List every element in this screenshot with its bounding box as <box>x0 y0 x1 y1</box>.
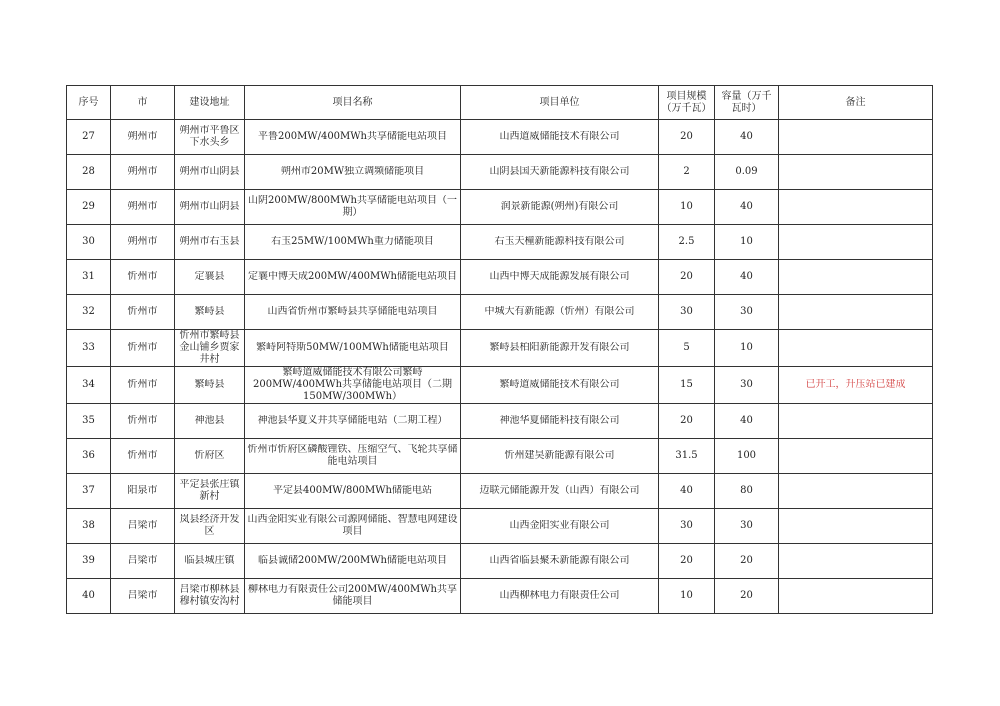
cell-city-text: 阳泉市 <box>127 485 158 496</box>
table-row <box>67 260 933 295</box>
cell-no <box>67 474 111 509</box>
cell-capacity-text: 80 <box>740 485 753 496</box>
cell-no <box>67 509 111 544</box>
table-row <box>67 579 933 614</box>
cell-project-unit <box>461 155 659 190</box>
cell-project-unit <box>461 120 659 155</box>
cell-capacity <box>715 295 779 330</box>
cell-project-name-text: 繁峙阿特斯50MW/100MWh储能电站项目 <box>256 342 449 353</box>
cell-project-name <box>245 367 461 404</box>
cell-address <box>175 509 245 544</box>
cell-capacity-text: 10 <box>740 342 753 353</box>
cell-note <box>779 439 933 474</box>
cell-project-name <box>245 260 461 295</box>
cell-city-text: 朔州市 <box>127 131 158 142</box>
cell-project-name-text: 朔州市20MW独立调频储能项目 <box>280 166 425 177</box>
cell-scale-text: 40 <box>680 485 693 496</box>
cell-city <box>111 544 175 579</box>
cell-address <box>175 190 245 225</box>
cell-project-name <box>245 155 461 190</box>
cell-project-name <box>245 120 461 155</box>
header-capacity: 容量（万千瓦时） <box>715 86 779 120</box>
cell-no-text: 30 <box>82 236 95 247</box>
cell-city <box>111 260 175 295</box>
cell-city-text: 忻州市 <box>127 306 158 317</box>
cell-project-name-text: 繁峙道威储能技术有限公司繁峙200MW/400MWh共享储能电站项目（二期150MW/300MWh） <box>252 367 453 402</box>
cell-note <box>779 260 933 295</box>
cell-project-unit-text: 山阴县国天新能源科技有限公司 <box>489 166 630 177</box>
cell-city <box>111 330 175 367</box>
cell-project-unit-text: 山西柳林电力有限责任公司 <box>499 590 620 601</box>
cell-note <box>779 579 933 614</box>
cell-capacity-text: 30 <box>740 379 753 390</box>
cell-no <box>67 439 111 474</box>
cell-address <box>175 225 245 260</box>
cell-scale <box>659 509 715 544</box>
cell-project-unit <box>461 509 659 544</box>
table-row <box>67 330 933 367</box>
cell-note <box>779 474 933 509</box>
cell-no <box>67 225 111 260</box>
cell-capacity-text: 20 <box>740 555 753 566</box>
cell-address-text: 朔州市平鲁区下水头乡 <box>179 125 240 148</box>
cell-no-text: 39 <box>82 555 95 566</box>
cell-scale <box>659 295 715 330</box>
cell-project-name-text: 柳林电力有限责任公司200MW/400MWh共享储能项目 <box>247 584 458 607</box>
cell-note-text: 已开工，升压站已建成 <box>805 379 906 390</box>
table-row <box>67 404 933 439</box>
cell-capacity <box>715 330 779 367</box>
cell-capacity <box>715 155 779 190</box>
header-address: 建设地址 <box>175 86 245 120</box>
cell-note <box>779 120 933 155</box>
cell-capacity <box>715 509 779 544</box>
cell-no-text: 29 <box>82 201 95 212</box>
cell-address-text: 定襄县 <box>194 271 225 282</box>
cell-address <box>175 439 245 474</box>
cell-no <box>67 367 111 404</box>
cell-address <box>175 474 245 509</box>
cell-address-text: 朔州市山阴县 <box>179 166 240 177</box>
cell-city-text: 朔州市 <box>127 236 158 247</box>
cell-no-text: 31 <box>82 271 95 282</box>
header-no: 序号 <box>67 86 111 120</box>
cell-no-text: 40 <box>82 590 95 601</box>
cell-scale-text: 2.5 <box>678 236 695 247</box>
header-note: 备注 <box>779 86 933 120</box>
cell-address-text: 朔州市右玉县 <box>179 236 240 247</box>
cell-address <box>175 544 245 579</box>
cell-capacity-text: 40 <box>740 415 753 426</box>
cell-project-unit <box>461 474 659 509</box>
cell-city <box>111 579 175 614</box>
cell-scale-text: 20 <box>680 271 693 282</box>
cell-scale <box>659 190 715 225</box>
cell-city-text: 忻州市 <box>127 379 158 390</box>
cell-city-text: 忻州市 <box>127 271 158 282</box>
cell-project-name-text: 神池县华夏义井共享储能电站（二期工程） <box>257 415 448 426</box>
cell-address-text: 忻州市繁峙县金山铺乡贾家井村 <box>179 330 240 365</box>
cell-scale-text: 20 <box>680 415 693 426</box>
cell-city <box>111 509 175 544</box>
cell-capacity <box>715 579 779 614</box>
cell-project-name <box>245 295 461 330</box>
cell-scale <box>659 225 715 260</box>
cell-project-name-text: 平鲁200MW/400MWh共享储能电站项目 <box>257 131 448 142</box>
cell-city-text: 朔州市 <box>127 201 158 212</box>
cell-scale-text: 5 <box>683 342 690 353</box>
cell-capacity <box>715 544 779 579</box>
cell-capacity-text: 40 <box>740 131 753 142</box>
cell-address-text: 平定县张庄镇新村 <box>179 479 240 502</box>
cell-city <box>111 439 175 474</box>
cell-project-unit <box>461 330 659 367</box>
cell-capacity-text: 100 <box>736 450 757 461</box>
cell-note <box>779 295 933 330</box>
cell-city <box>111 120 175 155</box>
cell-city <box>111 404 175 439</box>
table-row <box>67 190 933 225</box>
cell-capacity <box>715 404 779 439</box>
cell-no <box>67 155 111 190</box>
cell-no-text: 33 <box>82 342 95 353</box>
cell-scale <box>659 120 715 155</box>
cell-scale <box>659 579 715 614</box>
cell-project-name-text: 临县诚储200MW/200MWh储能电站项目 <box>257 555 448 566</box>
cell-no <box>67 120 111 155</box>
cell-project-unit <box>461 190 659 225</box>
cell-scale-text: 20 <box>680 131 693 142</box>
cell-note <box>779 155 933 190</box>
table-row <box>67 120 933 155</box>
cell-no-text: 34 <box>82 379 95 390</box>
cell-city <box>111 295 175 330</box>
cell-capacity-text: 40 <box>740 271 753 282</box>
cell-project-unit-text: 中城大有新能源（忻州）有限公司 <box>484 306 635 317</box>
cell-project-name <box>245 509 461 544</box>
cell-city <box>111 190 175 225</box>
cell-no <box>67 295 111 330</box>
cell-address <box>175 404 245 439</box>
cell-project-name-text: 忻州市忻府区磷酸锂铁、压缩空气、飞轮共享储能电站项目 <box>247 444 458 467</box>
cell-project-unit-text: 繁峙县柏阳新能源开发有限公司 <box>489 342 630 353</box>
cell-note <box>779 190 933 225</box>
cell-capacity <box>715 120 779 155</box>
cell-project-unit <box>461 260 659 295</box>
cell-note <box>779 367 933 404</box>
cell-capacity <box>715 439 779 474</box>
cell-scale <box>659 474 715 509</box>
cell-project-name-text: 定襄中博天成200MW/400MWh储能电站项目 <box>247 271 458 282</box>
cell-city <box>111 225 175 260</box>
cell-address-text: 神池县 <box>194 415 225 426</box>
cell-city-text: 朔州市 <box>127 166 158 177</box>
cell-project-name <box>245 439 461 474</box>
cell-project-unit <box>461 404 659 439</box>
cell-address <box>175 260 245 295</box>
table-row <box>67 439 933 474</box>
cell-scale-text: 31.5 <box>675 450 698 461</box>
cell-project-unit <box>461 295 659 330</box>
cell-project-name <box>245 544 461 579</box>
cell-city-text: 忻州市 <box>127 450 158 461</box>
cell-project-name-text: 山西省忻州市繁峙县共享储能电站项目 <box>267 306 438 317</box>
cell-no-text: 36 <box>82 450 95 461</box>
header-city: 市 <box>111 86 175 120</box>
cell-note <box>779 225 933 260</box>
cell-address <box>175 295 245 330</box>
cell-project-unit <box>461 579 659 614</box>
cell-project-name <box>245 225 461 260</box>
energy-storage-project-table <box>66 85 933 614</box>
cell-address <box>175 120 245 155</box>
cell-address <box>175 579 245 614</box>
cell-scale-text: 30 <box>680 520 693 531</box>
cell-address <box>175 367 245 404</box>
cell-project-unit <box>461 225 659 260</box>
cell-no-text: 37 <box>82 485 95 496</box>
cell-scale-text: 20 <box>680 555 693 566</box>
cell-project-unit-text: 山西省临县聚禾新能源有限公司 <box>489 555 630 566</box>
cell-address-text: 繁峙县 <box>194 306 225 317</box>
cell-no-text: 38 <box>82 520 95 531</box>
cell-no <box>67 544 111 579</box>
cell-scale-text: 30 <box>680 306 693 317</box>
cell-project-name-text: 平定县400MW/800MWh储能电站 <box>272 485 433 496</box>
cell-scale <box>659 367 715 404</box>
cell-city <box>111 474 175 509</box>
cell-capacity-text: 40 <box>740 201 753 212</box>
cell-address-text: 吕梁市柳林县穆村镇安沟村 <box>179 584 240 607</box>
header-scale: 项目规模（万千瓦） <box>659 86 715 120</box>
cell-address-text: 忻府区 <box>194 450 225 461</box>
cell-city-text: 忻州市 <box>127 415 158 426</box>
cell-project-name <box>245 474 461 509</box>
cell-address-text: 临县城庄镇 <box>184 555 235 566</box>
cell-scale-text: 10 <box>680 590 693 601</box>
cell-project-unit-text: 山西金阳实业有限公司 <box>509 520 610 531</box>
cell-note <box>779 330 933 367</box>
cell-capacity <box>715 474 779 509</box>
cell-scale-text: 10 <box>680 201 693 212</box>
cell-city-text: 忻州市 <box>127 342 158 353</box>
cell-project-unit-text: 迈联元储能源开发（山西）有限公司 <box>479 485 640 496</box>
cell-capacity-text: 20 <box>740 590 753 601</box>
cell-no-text: 35 <box>82 415 95 426</box>
cell-project-name <box>245 579 461 614</box>
cell-no-text: 28 <box>82 166 95 177</box>
cell-note <box>779 509 933 544</box>
cell-scale <box>659 544 715 579</box>
cell-project-unit <box>461 367 659 404</box>
header-project-name: 项目名称 <box>245 86 461 120</box>
cell-project-name-text: 山西金阳实业有限公司源网储能、智慧电网建设项目 <box>247 514 458 537</box>
cell-scale-text: 2 <box>683 166 690 177</box>
cell-scale <box>659 330 715 367</box>
cell-project-name <box>245 404 461 439</box>
cell-capacity-text: 0.09 <box>735 166 758 177</box>
cell-capacity-text: 10 <box>740 236 753 247</box>
cell-address <box>175 330 245 367</box>
cell-no <box>67 190 111 225</box>
cell-project-unit-text: 润景新能源(朔州)有限公司 <box>500 201 619 212</box>
table-header-row <box>67 86 933 120</box>
cell-scale <box>659 155 715 190</box>
cell-scale-text: 15 <box>680 379 693 390</box>
cell-project-unit <box>461 439 659 474</box>
cell-no-text: 27 <box>82 131 95 142</box>
table-row <box>67 225 933 260</box>
cell-project-name-text: 右玉25MW/100MWh重力储能项目 <box>271 236 434 247</box>
cell-project-unit-text: 右玉天橦新能源科技有限公司 <box>494 236 625 247</box>
cell-capacity-text: 30 <box>740 520 753 531</box>
cell-capacity <box>715 190 779 225</box>
cell-project-name-text: 山阴200MW/800MWh共享储能电站项目（一期） <box>247 195 458 218</box>
cell-address-text: 岚县经济开发区 <box>179 514 240 537</box>
cell-no <box>67 579 111 614</box>
project-table-sheet <box>66 85 933 614</box>
cell-capacity-text: 30 <box>740 306 753 317</box>
cell-no-text: 32 <box>82 306 95 317</box>
cell-city-text: 吕梁市 <box>127 590 158 601</box>
cell-project-unit-text: 山西中博天成能源发展有限公司 <box>489 271 630 282</box>
cell-project-unit-text: 繁峙道威储能技术有限公司 <box>499 379 620 390</box>
cell-project-unit-text: 山西道威储能技术有限公司 <box>499 131 620 142</box>
cell-no <box>67 404 111 439</box>
table-row <box>67 509 933 544</box>
cell-project-unit-text: 忻州建昊新能源有限公司 <box>504 450 615 461</box>
table-row <box>67 544 933 579</box>
cell-address-text: 朔州市山阴县 <box>179 201 240 212</box>
cell-note <box>779 404 933 439</box>
table-row <box>67 367 933 404</box>
cell-city <box>111 367 175 404</box>
cell-project-unit-text: 神池华夏储能科技有限公司 <box>499 415 620 426</box>
cell-address <box>175 155 245 190</box>
cell-capacity <box>715 367 779 404</box>
cell-no <box>67 330 111 367</box>
cell-project-name <box>245 190 461 225</box>
table-row <box>67 155 933 190</box>
table-row <box>67 474 933 509</box>
cell-scale <box>659 404 715 439</box>
cell-capacity <box>715 225 779 260</box>
cell-scale <box>659 439 715 474</box>
cell-city-text: 吕梁市 <box>127 520 158 531</box>
cell-city-text: 吕梁市 <box>127 555 158 566</box>
cell-project-name <box>245 330 461 367</box>
cell-no <box>67 260 111 295</box>
table-row <box>67 295 933 330</box>
cell-project-unit <box>461 544 659 579</box>
cell-city <box>111 155 175 190</box>
header-project-unit: 项目单位 <box>461 86 659 120</box>
cell-address-text: 繁峙县 <box>194 379 225 390</box>
cell-capacity <box>715 260 779 295</box>
cell-note <box>779 544 933 579</box>
cell-scale <box>659 260 715 295</box>
